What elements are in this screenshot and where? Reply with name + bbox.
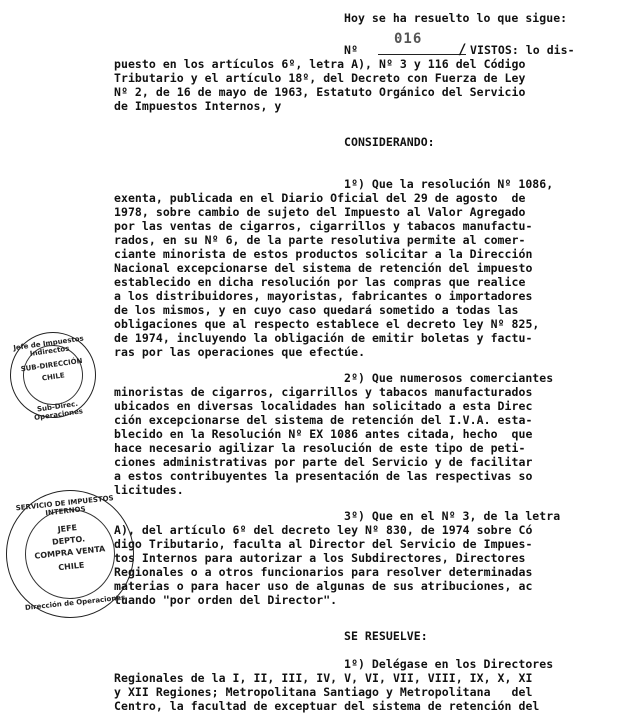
p1-line: de 1974, incluyendo la obligación de emitir boletas y factu- [114, 331, 533, 345]
resolution-number-label: Nº [344, 43, 358, 57]
p3-line: A), del artículo 6º del decreto ley Nº 830, de 1974 sobre Có [114, 523, 533, 537]
p1-line: ciante minorista de estos productos solicitar a la Dirección [114, 247, 533, 261]
official-stamp-small [4, 326, 101, 423]
vistos-line: Nº 2, de 16 de mayo de 1963, Estatuto Orgánico del Servicio [114, 85, 526, 99]
stamp-center-text: DEPTO. [51, 534, 86, 547]
p2-line: licitudes. [114, 483, 184, 497]
stamp-center-text: JEFE [57, 523, 78, 535]
p1-line: 1º) Que la resolución Nº 1086, [344, 177, 554, 191]
stamp-ring-bottom-text: Dirección de Operaciones [24, 593, 126, 612]
p2-line: minoristas de cigarros, cigarrillos y tabacos manufacturados [114, 385, 533, 399]
p1-line: por las ventas de cigarros, cigarrillos y tabacos manufactu- [114, 219, 533, 233]
p2-line: a estos contribuyentes la presentación de las respectivas so [114, 469, 533, 483]
resolution-number-field [378, 31, 466, 55]
p2-line: blecido en la Resolución Nº EX 1086 antes citada, hecho que [114, 427, 533, 441]
p1-line: a los distribuidores, mayoristas, fabricantes o importadores [114, 289, 533, 303]
p3-line: digo Tributario, faculta al Director del Servicio de Impues- [114, 537, 533, 551]
considerando-heading: CONSIDERANDO: [344, 135, 435, 149]
stamp-center-text: SUB-DIRECCIÓN [20, 356, 83, 374]
r1-line: Centro, la facultad de exceptuar del sistema de retención del [114, 699, 540, 713]
number-slash: / [458, 42, 467, 58]
stamp-center-text: CHILE [41, 371, 66, 383]
stamp-ring-top-text: Jefe de Impuestos Indirectos [12, 334, 85, 358]
vistos-line: Tributario y el artículo 18º, del Decreto con Fuerza de Ley [114, 71, 526, 85]
p3-line: Regionales o a otros funcionarios para resolver determinadas [114, 565, 533, 579]
p1-line: exenta, publicada en el Diario Oficial del 29 de agosto de [114, 191, 526, 205]
stamp-ring-top-text: SERVICIO DE IMPUESTOS INTERNOS [15, 494, 115, 518]
r1-line: 1º) Delégase en los Directores [344, 657, 554, 671]
p2-line: ciones administrativas por parte del Servicio y de facilitar [114, 455, 533, 469]
p1-line: de los mismos, y en cuyo caso quedará sometido a todas las [114, 303, 519, 317]
stamp-ring-bottom-text: Sub-Direc. Operaciones [33, 399, 84, 422]
p2-line: hace necesario agilizar la resolución de este tipo de peti- [114, 441, 526, 455]
p1-line: rados, en su Nº 6, de la parte resolutiva permite al comer- [114, 233, 526, 247]
p3-line: tos Internos para autorizar a los Subdirectores, Directores [114, 551, 526, 565]
se-resuelve-heading: SE RESUELVE: [344, 629, 428, 643]
intro-line: Hoy se ha resuelto lo que sigue: [344, 11, 568, 25]
resolution-number-value: 016 [394, 31, 423, 47]
p1-line: Nacional excepcionarse del sistema de retención del impuesto [114, 261, 533, 275]
p3-line: 3º) Que en el Nº 3, de la letra [344, 509, 561, 523]
vistos-line: puesto en los artículos 6º, letra A), Nº 3 y 116 del Código [114, 57, 526, 71]
p1-line: ras por las operaciones que efectúe. [114, 345, 366, 359]
vistos-line: de Impuestos Internos, y [114, 99, 282, 113]
stamp-center-text: CHILE [57, 560, 85, 573]
p2-line: ubicados en diversas localidades han solicitado a esta Direc [114, 399, 533, 413]
stamp-center-text: COMPRA VENTA [34, 544, 106, 561]
p3-line: materias o para hacer uso de algunas de sus atribuciones, ac [114, 579, 533, 593]
p1-line: establecido en dicha resolución por las compras que realice [114, 275, 526, 289]
vistos-label: VISTOS: lo dis- [470, 43, 575, 57]
p3-line: tuando "por orden del Director". [114, 593, 338, 607]
r1-line: Regionales de la I, II, III, IV, V, VI, VII, VIII, IX, X, XI [114, 671, 533, 685]
p1-line: obligaciones que al respecto establece el decreto ley Nº 825, [114, 317, 540, 331]
p2-line: ción excepcionarse del sistema de retención del I.V.A. esta- [114, 413, 533, 427]
p1-line: 1978, sobre cambio de sujeto del Impuesto al Valor Agregado [114, 205, 526, 219]
r1-line: y XII Regiones; Metropolitana Santiago y Metropolitana del [114, 685, 533, 699]
p2-line: 2º) Que numerosos comerciantes [344, 371, 554, 385]
